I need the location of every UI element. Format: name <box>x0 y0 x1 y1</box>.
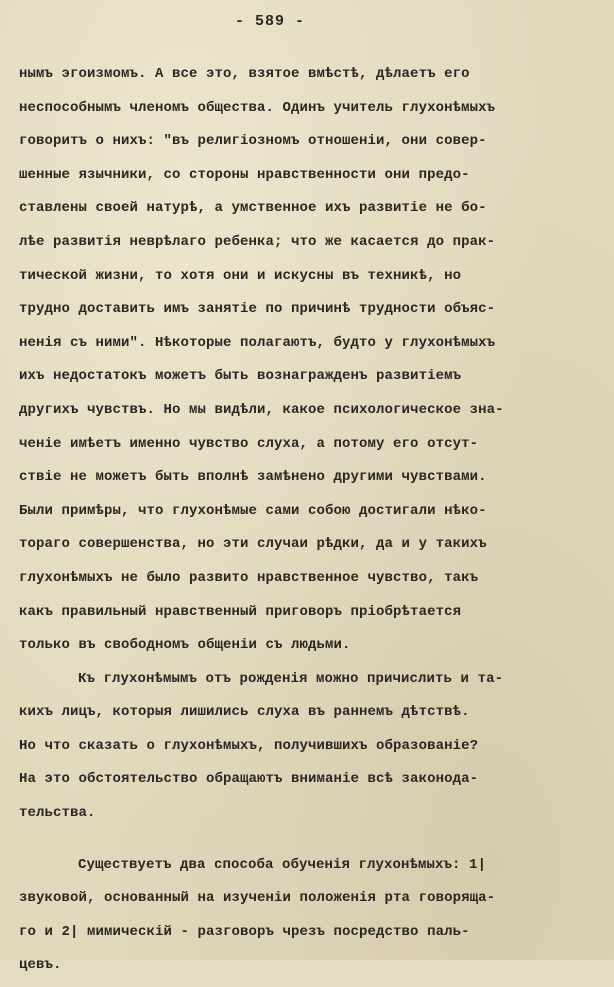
text-line: тической жизни, то хотя они и искусны въ техникѣ, но <box>19 267 462 284</box>
text-line: трудно доставить имъ занятіе по причинѣ трудности объяс- <box>19 301 496 318</box>
text-line: Къ глухонѣмымъ отъ рожденія можно причислить и та- <box>78 670 504 687</box>
text-line: тораго совершенства, но эти случаи рѣдки, да и у такихъ <box>19 536 487 553</box>
text-line: глухонѣмыхъ не было развито нравственное чувство, такъ <box>19 569 479 586</box>
text-line: Существуетъ два способа обученія глухонѣмыхъ: 1| <box>78 856 487 873</box>
text-line: ставлены своей натурѣ, а умственное ихъ развитіе не бо- <box>19 200 487 217</box>
paragraph <box>19 62 579 667</box>
page-number: - 589 - <box>234 13 305 30</box>
text-line: лѣе развитія неврѣлаго ребенка; что же касается до прак- <box>19 233 496 250</box>
text-line: тельства. <box>19 805 96 822</box>
document-body <box>19 62 579 987</box>
text-line: только въ свободномъ общеніи съ людьми. <box>19 637 351 654</box>
text-line: цевъ. <box>19 957 62 974</box>
text-line: говоритъ о нихъ: "въ религіозномъ отношеніи, они совер- <box>19 133 487 150</box>
text-line: го и 2| мимическій - разговоръ чрезъ посредство паль- <box>19 923 470 940</box>
text-line: шенные язычники, со стороны нравственности они предо- <box>19 166 470 183</box>
text-line: кихъ лицъ, которыя лишились слуха въ раннемъ дѣтствѣ. <box>19 704 470 721</box>
paragraph-spacer <box>19 835 579 853</box>
text-line: ненія съ ними". Нѣкоторые полагаютъ, будто у глухонѣмыхъ <box>19 334 496 351</box>
text-line: На это обстоятельство обращаютъ вниманіе всѣ законода- <box>19 771 479 788</box>
text-line: другихъ чувствъ. Но мы видѣли, какое психологическое зна- <box>19 401 504 418</box>
text-line: неспособнымъ членомъ общества. Одинъ учитель глухонѣмыхъ <box>19 99 496 116</box>
text-line: ствіе не можетъ быть вполнѣ замѣнено другими чувствами. <box>19 469 487 486</box>
paragraph <box>19 667 579 835</box>
paragraph <box>19 853 579 987</box>
text-line: ченіе имѣетъ именно чувство слуха, а потому его отсут- <box>19 435 479 452</box>
text-line: звуковой, основанный на изученіи положенія рта говоряща- <box>19 890 496 907</box>
text-line: Были примѣры, что глухонѣмые сами собою достигали нѣко- <box>19 502 487 519</box>
text-line: нымъ эгоизмомъ. А все это, взятое вмѣстѣ, дѣлаетъ его <box>19 66 470 82</box>
text-line: какъ правильный нравственный приговоръ пріобрѣтается <box>19 603 462 620</box>
text-line: Но что сказать о глухонѣмыхъ, получившихъ образованіе? <box>19 737 479 754</box>
text-line: ихъ недостатокъ можетъ быть вознагражденъ развитіемъ <box>19 368 462 385</box>
